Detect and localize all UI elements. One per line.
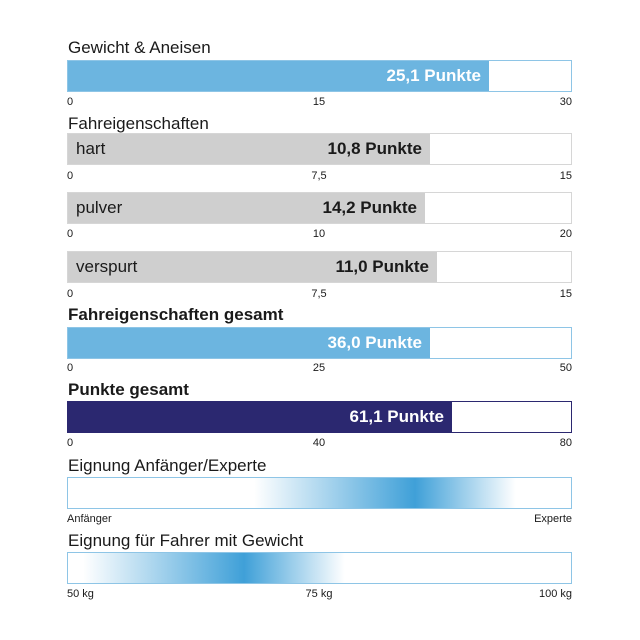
value-label-pulver: 14,2 Punkte [322, 198, 417, 217]
tick-punkte-gesamt-mid: 40 [312, 437, 326, 449]
tick-fahr-gesamt-min: 0 [67, 362, 74, 374]
tick-fahr-gesamt-max: 50 [559, 362, 572, 374]
tick-fahr-gesamt-mid: 25 [312, 362, 326, 374]
value-label-verspurt: 11,0 Punkte [335, 257, 429, 276]
tick-gewicht-mid: 15 [312, 96, 326, 108]
title-gewicht: Gewicht & Aneisen [68, 38, 211, 57]
scale-track-anfaenger-experte [67, 477, 572, 509]
sublabel-verspurt: verspurt [76, 257, 138, 276]
tick-pulver-mid: 10 [312, 228, 326, 240]
scale-gradient-gewicht [68, 553, 571, 583]
bar-track-verspurt [67, 251, 572, 283]
scale-label-anfaenger: Anfänger [67, 513, 112, 525]
sublabel-hart: hart [76, 139, 106, 158]
title-fahreigenschaften: Fahreigenschaften [68, 114, 209, 133]
sublabel-pulver: pulver [76, 198, 123, 217]
tick-punkte-gesamt-min: 0 [67, 437, 74, 449]
tick-gewicht-max: 30 [559, 96, 572, 108]
tick-pulver-max: 20 [559, 228, 572, 240]
scale-label-experte: Experte [534, 513, 572, 525]
tick-hart-mid: 7,5 [311, 170, 327, 182]
title-fahreigenschaften-gesamt: Fahreigenschaften gesamt [68, 305, 284, 324]
scale-track-gewicht [67, 552, 572, 584]
tick-gewicht-min: 0 [67, 96, 74, 108]
value-label-gewicht: 25,1 Punkte [386, 66, 481, 85]
tick-verspurt-min: 0 [67, 288, 74, 300]
scale-gradient-anfaenger-experte [68, 478, 571, 508]
tick-verspurt-max: 15 [559, 288, 572, 300]
title-eignung-gewicht: Eignung für Fahrer mit Gewicht [68, 531, 304, 550]
bar-track-pulver [67, 192, 572, 224]
scale-label-50kg: 50 kg [67, 588, 94, 600]
title-punkte-gesamt: Punkte gesamt [68, 380, 189, 399]
value-label-fahr-gesamt: 36,0 Punkte [327, 333, 422, 352]
bar-track-gewicht [67, 60, 572, 92]
bar-track-hart [67, 133, 572, 165]
title-eignung-anfaenger-experte: Eignung Anfänger/Experte [68, 456, 267, 475]
bar-track-punkte-gesamt [67, 401, 572, 433]
tick-pulver-min: 0 [67, 228, 74, 240]
scale-label-75kg: 75 kg [305, 588, 333, 600]
value-label-punkte-gesamt: 61,1 Punkte [349, 407, 444, 426]
value-label-hart: 10,8 Punkte [327, 139, 422, 158]
bar-track-fahr-gesamt [67, 327, 572, 359]
scale-label-100kg: 100 kg [538, 588, 572, 600]
tick-verspurt-mid: 7,5 [311, 288, 327, 300]
tick-hart-max: 15 [559, 170, 572, 182]
tick-punkte-gesamt-max: 80 [559, 437, 572, 449]
tick-hart-min: 0 [67, 170, 74, 182]
